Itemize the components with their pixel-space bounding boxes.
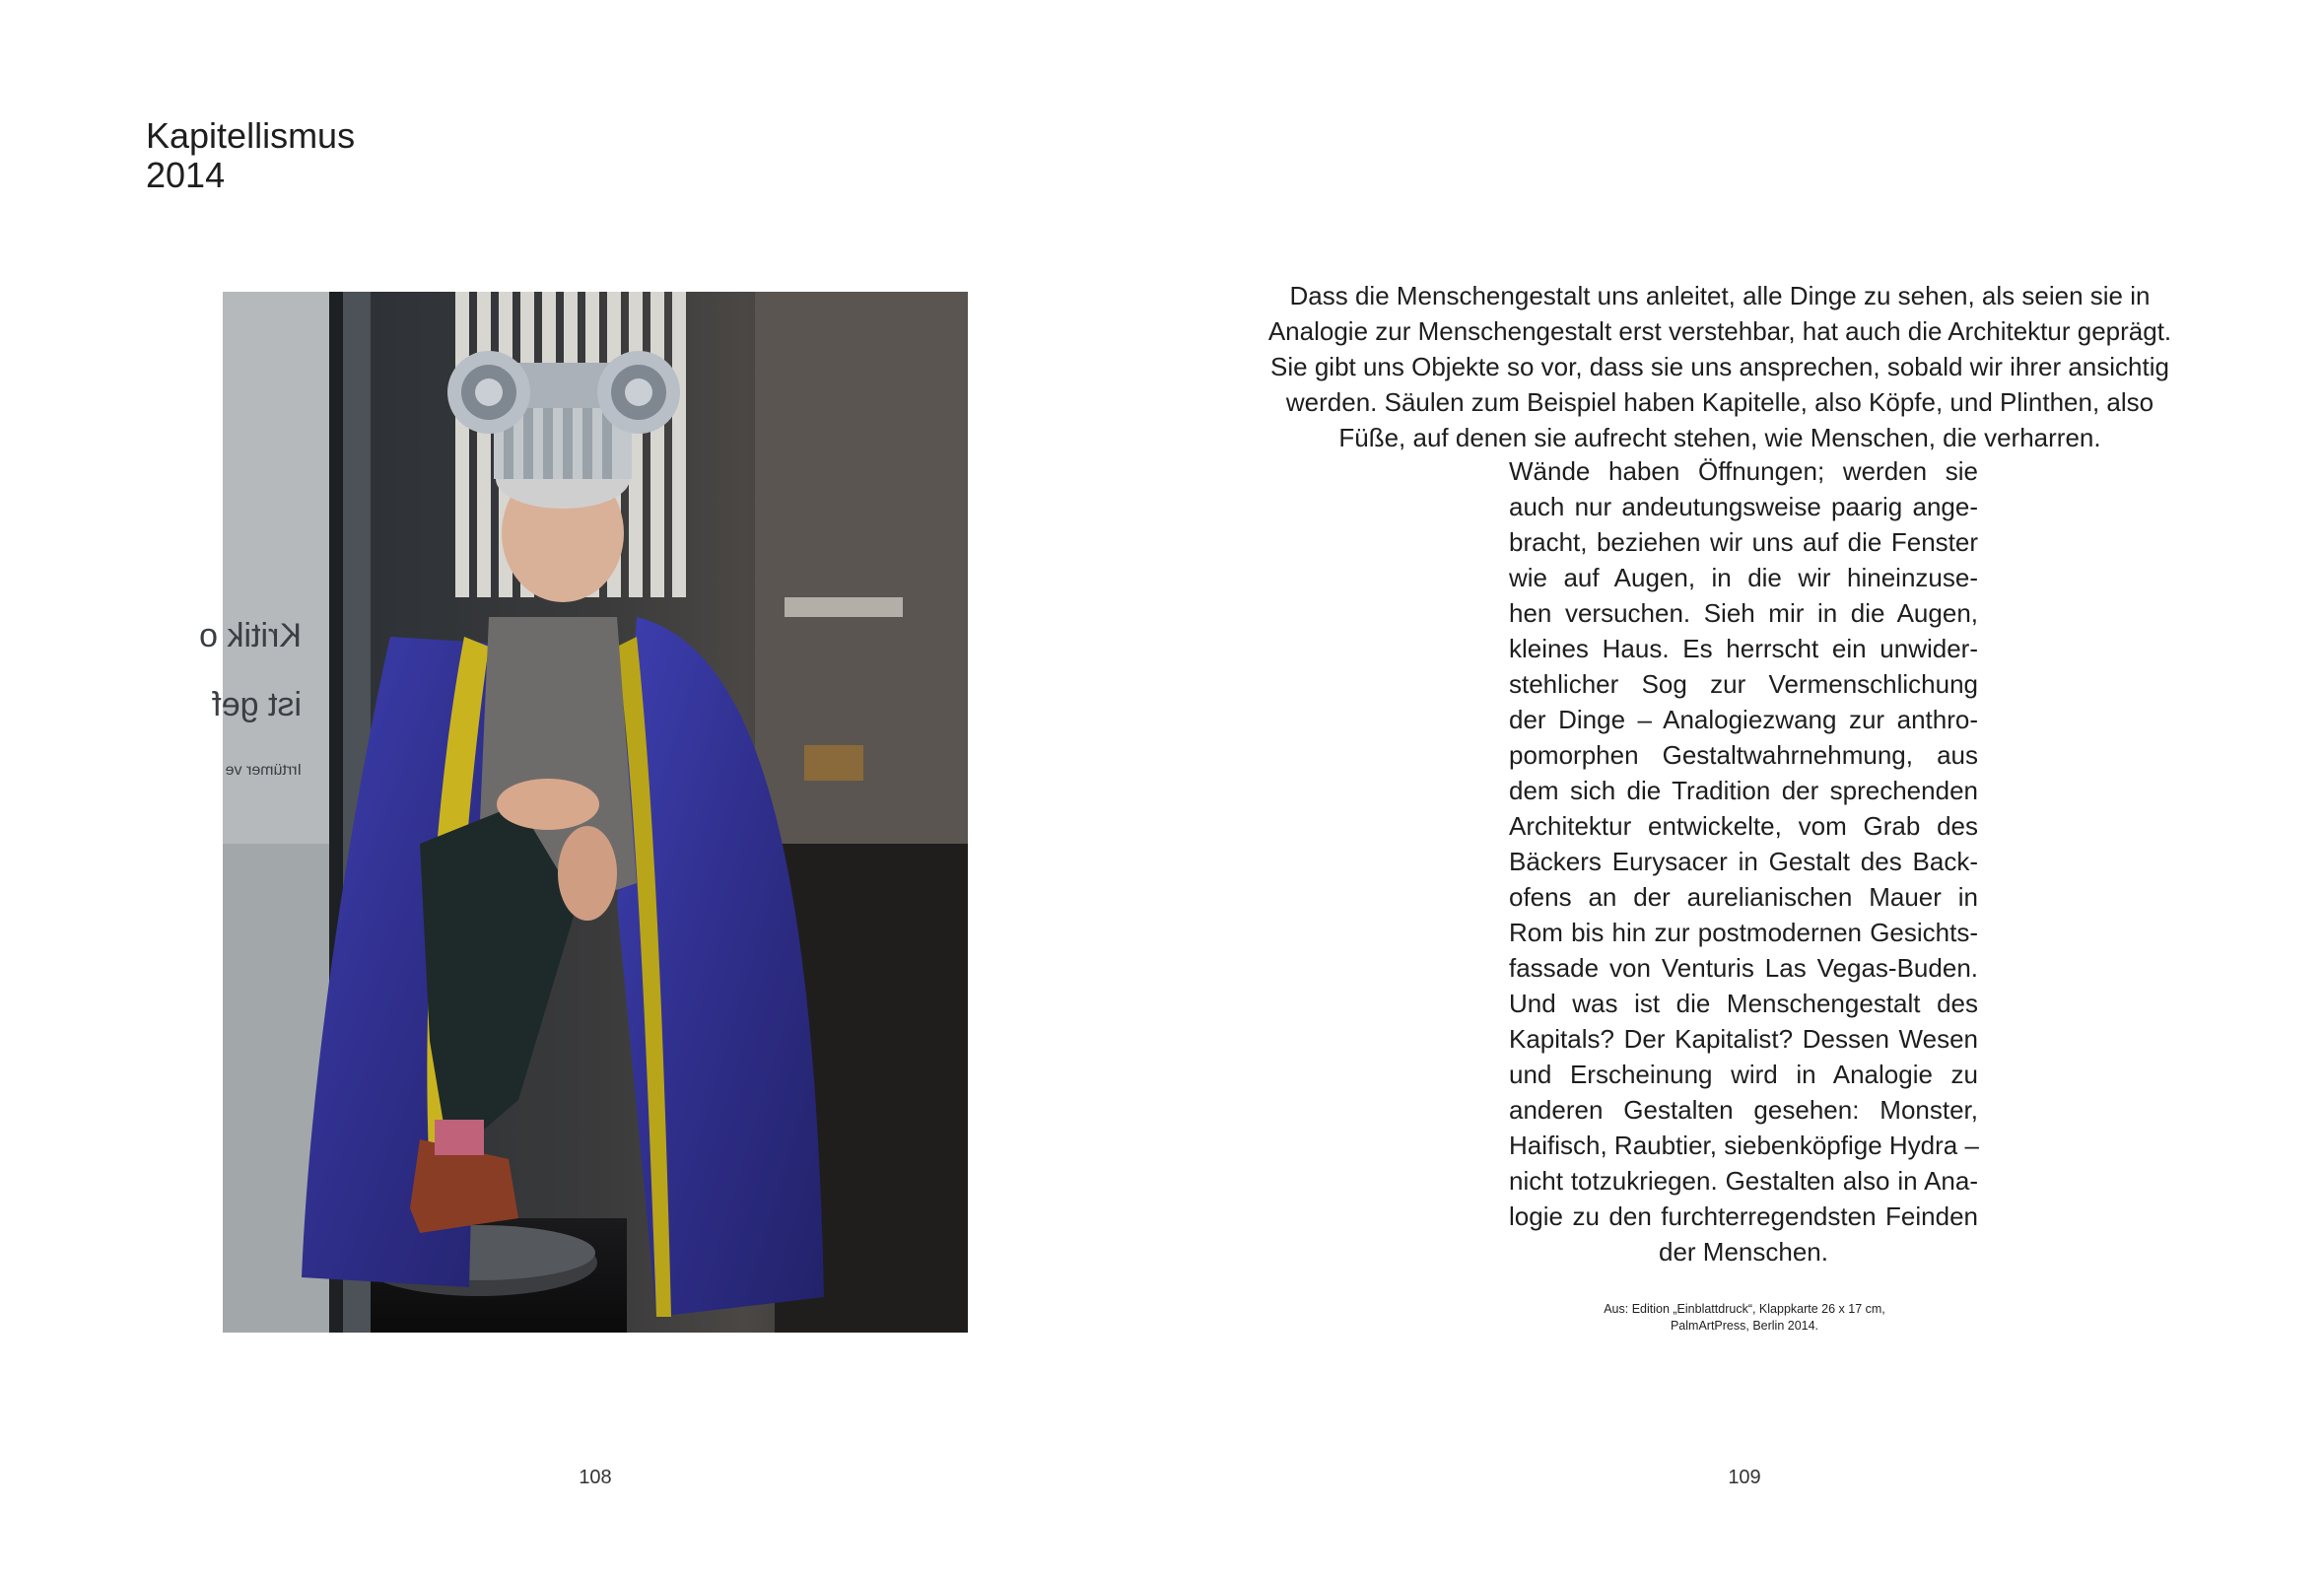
source-credit [1533,1301,1956,1335]
body-line-last: der Menschen. [1659,1237,1828,1267]
body-line: wie auf Augen, in die wir hineinzuse- [1509,563,1978,592]
svg-text:ist gef: ist gef [212,686,302,723]
intro-line: Füße, auf denen sie aufrecht stehen, wie Menschen, die verharren. [1338,423,2101,452]
body-line: bracht, beziehen wir uns auf die Fenster [1509,527,1978,557]
body-line: pomorphen Gestaltwahrnehmung, aus [1509,740,1978,770]
svg-text:Kritik o: Kritik o [199,617,302,654]
intro-line: werden. Säulen zum Beispiel haben Kapitelle, also Köpfe, und Plinthen, also [1285,387,2154,417]
body-line: kleines Haus. Es herrscht ein unwider- [1509,634,1978,663]
body-line: hen versuchen. Sieh mir in die Augen, [1509,598,1978,628]
body-line: stehlicher Sog zur Vermenschlichung [1509,669,1978,699]
portrait-photo [199,292,968,1333]
title-block [146,116,355,195]
artwork-year: 2014 [146,155,226,195]
body-line: Und was ist die Menschengestalt des [1509,989,1978,1018]
body-line: dem sich die Tradition der sprechenden [1509,776,1978,805]
body-line: fassade von Venturis Las Vegas-Buden. [1509,953,1978,983]
body-line: auch nur andeutungsweise paarig ange- [1509,492,1978,521]
page-number-left: 108 [579,1467,612,1488]
intro-line: Dass die Menschengestalt uns anleitet, alle Dinge zu sehen, als seien sie in [1289,281,2151,310]
svg-text:Irrtümer ve: Irrtümer ve [225,762,302,779]
body-line: Kapitals? Der Kapitalist? Dessen Wesen [1509,1024,1978,1054]
portrait-photo-icon [199,292,968,1333]
intro-paragraph [1266,278,2173,455]
intro-line: Analogie zur Menschengestalt erst verstehbar, hat auch die Architektur geprägt. [1267,316,2172,346]
body-line: ofens an der aurelianischen Mauer in [1509,882,1978,912]
artwork-title: Kapitellismus [146,115,356,156]
body-line: anderen Gestalten gesehen: Monster, [1509,1095,1978,1125]
body-line: nicht totzukriegen. Gestalten also in Ana- [1509,1166,1978,1196]
body-line: Haifisch, Raubtier, siebenköpfige Hydra – [1509,1131,1979,1160]
page-number-right: 109 [1728,1467,1761,1488]
body-line: Wände haben Öffnungen; werden sie [1509,456,1978,486]
body-line: logie zu den furchterregendsten Feinden [1509,1201,1978,1231]
body-line: und Erscheinung wird in Analogie zu [1509,1060,1978,1089]
body-line: Architektur entwickelte, vom Grab des [1509,811,1978,841]
intro-line: Sie gibt uns Objekte so vor, dass sie uns ansprechen, sobald wir ihrer ansichtig [1270,352,2169,381]
body-line: der Dinge – Analogiezwang zur anthro- [1509,705,1978,734]
right-page [1162,0,2324,1577]
credit-line: Aus: Edition „Einblattdruck“, Klappkarte 26 x 17 cm, [1604,1302,1885,1316]
body-line: Rom bis hin zur postmodernen Gesichts- [1509,918,1978,947]
body-column [1509,453,1978,1269]
body-line: Bäckers Eurysacer in Gestalt des Back- [1509,847,1978,876]
credit-line: PalmArtPress, Berlin 2014. [1670,1319,1819,1333]
